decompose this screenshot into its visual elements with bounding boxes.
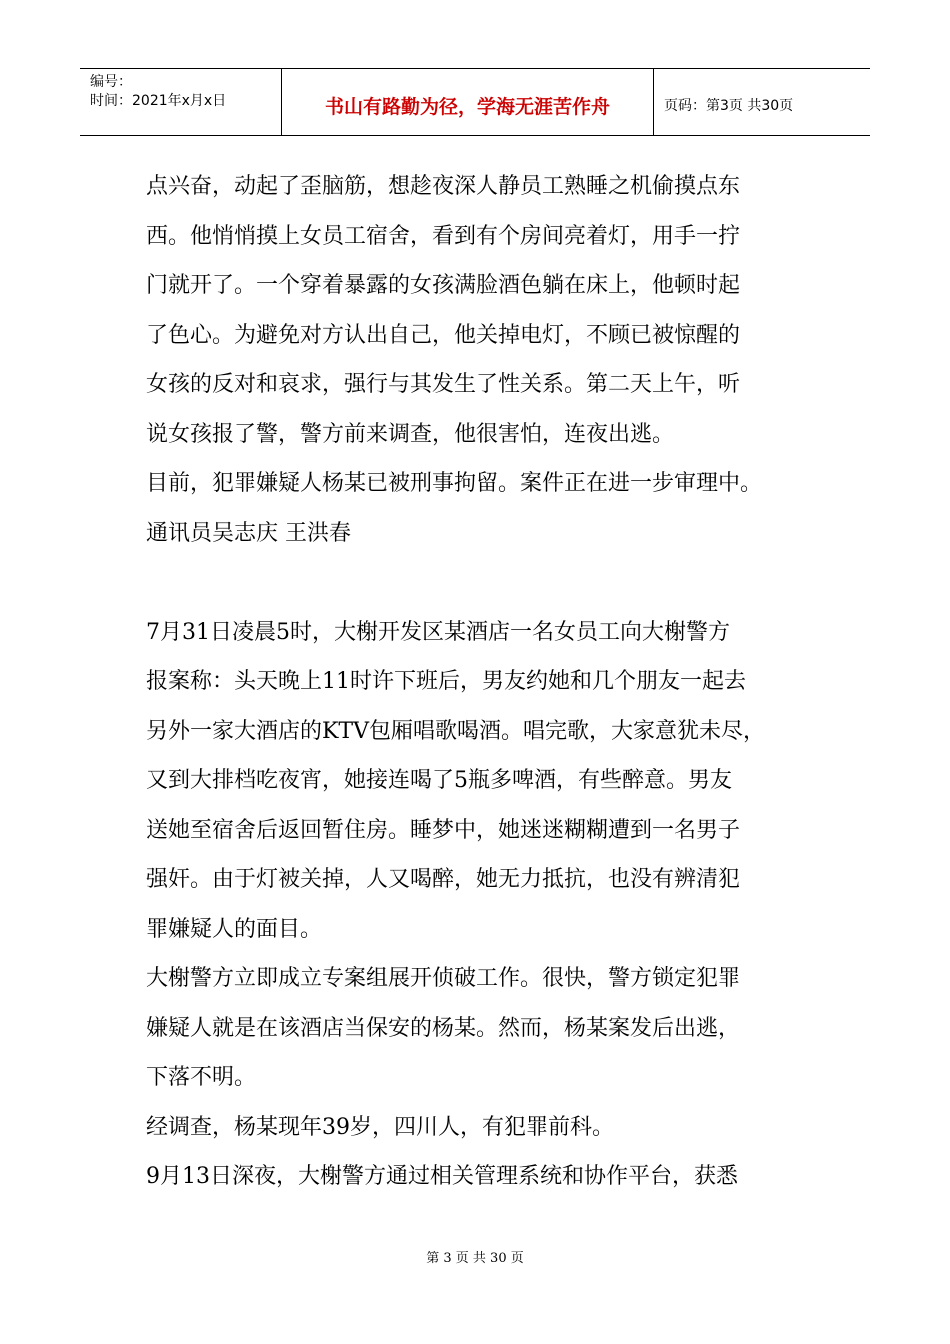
body-line: 下落不明。	[146, 1065, 257, 1090]
body-line: 大榭警方立即成立专案组展开侦破工作。很快，警方锁定犯罪	[146, 966, 741, 991]
document-body	[146, 162, 826, 1202]
blank-line	[146, 558, 826, 608]
body-line: 9月13日深夜，大榭警方通过相关管理系统和协作平台，获悉	[146, 1164, 738, 1189]
body-line: 送她至宿舍后返回暂住房。睡梦中，她迷迷糊糊遭到一名男子	[146, 817, 741, 843]
body-line: 点兴奋，动起了歪脑筋，想趁夜深人静员工熟睡之机偷摸点东	[146, 174, 741, 199]
page-footer: 第 3 页 共 30 页	[426, 1251, 524, 1266]
body-line: 了色心。为避免对方认出自己，他关掉电灯，不顾已被惊醒的	[146, 322, 741, 348]
body-line: 又到大排档吃夜宵，她接连喝了5瓶多啤酒，有些醉意。男友	[146, 768, 732, 793]
header-meta	[80, 69, 282, 135]
body-line: 目前，犯罪嫌疑人杨某已被刑事拘留。案件正在进一步审理中。	[146, 471, 763, 496]
body-line: 嫌疑人就是在该酒店当保安的杨某。然而，杨某案发后出逃，	[146, 1015, 741, 1041]
document-time-label: 时间：2021年x月x日	[90, 93, 227, 109]
header-page-info: 页码：第3页 共30页	[664, 98, 794, 114]
body-line: 报案称：头天晚上11时许下班后，男友约她和几个朋友一起去	[146, 669, 746, 694]
page-header	[80, 68, 870, 136]
body-line: 经调查，杨某现年39岁，四川人，有犯罪前科。	[146, 1114, 614, 1140]
body-line: 门就开了。一个穿着暴露的女孩满脸酒色躺在床上，他顿时起	[146, 273, 741, 298]
body-line: 女孩的反对和哀求，强行与其发生了性关系。第二天上午，听	[146, 372, 741, 397]
body-line: 7月31日凌晨5时，大榭开发区某酒店一名女员工向大榭警方	[146, 619, 730, 645]
body-line: 西。他悄悄摸上女员工宿舍，看到有个房间亮着灯，用手一拧	[146, 223, 741, 249]
body-line: 强奸。由于灯被关掉，人又喝醉，她无力抵抗，也没有辨清犯	[146, 867, 741, 892]
body-line: 罪嫌疑人的面目。	[146, 916, 323, 942]
body-line: 另外一家大酒店的KTV包厢唱歌喝酒。唱完歌，大家意犹未尽，	[146, 718, 765, 744]
header-motto: 书山有路勤为径，学海无涯苦作舟	[282, 69, 654, 135]
body-line: 说女孩报了警，警方前来调查，他很害怕，连夜出逃。	[146, 421, 675, 447]
correspondent-line: 通讯员吴志庆 王洪春	[146, 520, 351, 546]
document-number-label: 编号：	[90, 74, 132, 90]
